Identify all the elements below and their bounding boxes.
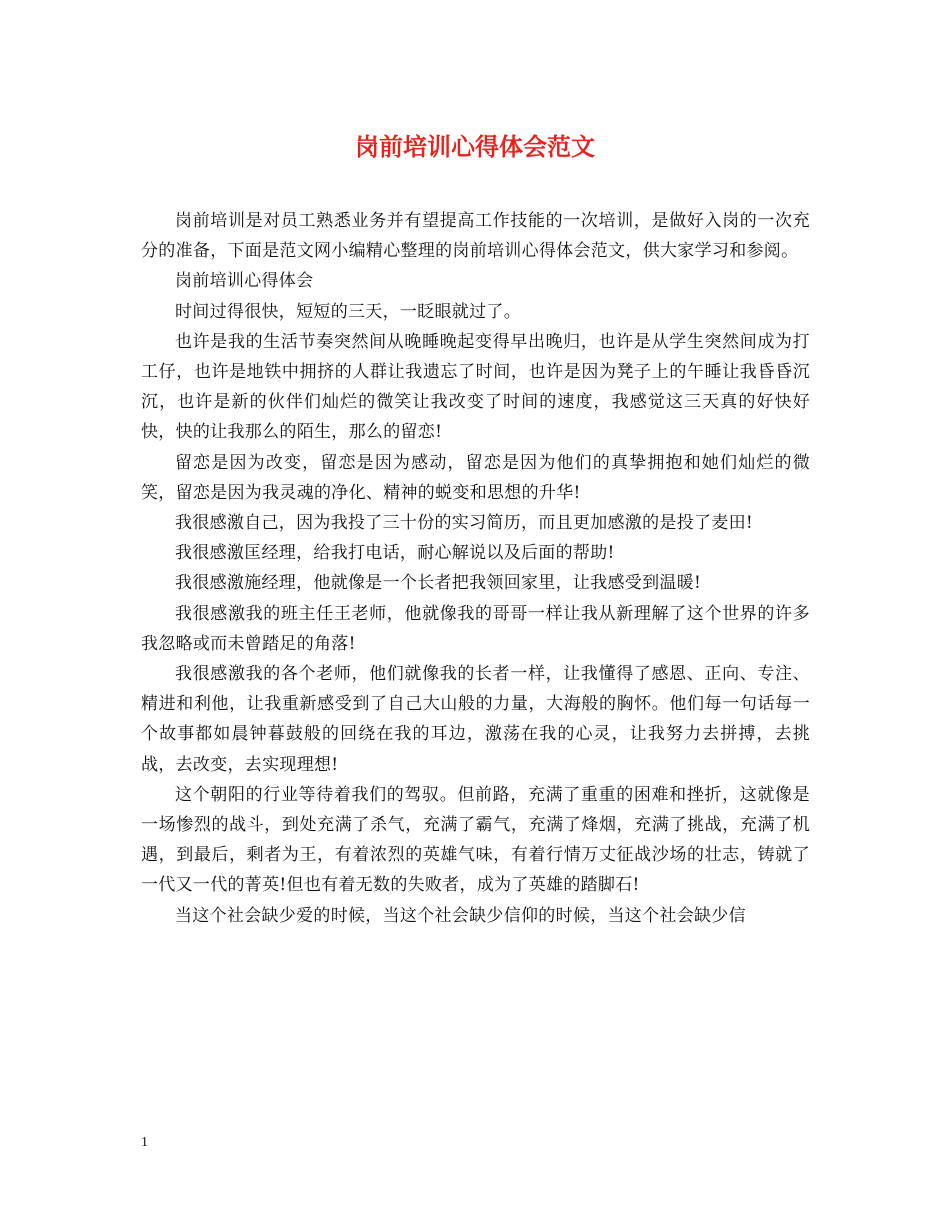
paragraph: 我很感激自己，因为我投了三十份的实习简历，而且更加感激的是投了麦田! — [175, 513, 754, 534]
document-title: 岗前培训心得体会范文 — [355, 132, 595, 161]
paragraph: 留恋是因为改变，留恋是因为感动，留恋是因为他们的真挚拥抱和她们灿烂的微笑，留恋是因为我灵魂的净化、精神的蜕变和思想的升华! — [141, 452, 810, 503]
paragraph: 也许是我的生活节奏突然间从晚睡晚起变得早出晚归，也许是从学生突然间成为打工仔，也许是地铁中拥挤的人群让我遗忘了时间，也许是因为凳子上的午睡让我昏昏沉沉，也许是新的伙伴们灿烂的微笑让我改变了时间的速度，我感觉这三天真的好快好快，快的让我那么的陌生，那么的留恋! — [141, 331, 810, 443]
paragraph-subheading: 岗前培训心得体会 — [175, 271, 314, 292]
paragraph: 这个朝阳的行业等待着我们的驾驭。但前路，充满了重重的困难和挫折，这就像是一场惨烈的战斗，到处充满了杀气，充满了霸气，充满了烽烟，充满了挑战，充满了机遇，到最后，剩者为王，有着浓烈的英雄气味，有着行情万丈征战沙场的壮志，铸就了一代又一代的菁英!但也有着无数的失败者，成为了英雄的踏脚石! — [141, 784, 810, 896]
paragraph: 我很感激我的各个老师，他们就像我的长者一样，让我懂得了感恩、正向、专注、精进和利他，让我重新感受到了自己大山般的力量，大海般的胸怀。他们每一句话每一个故事都如晨钟暮鼓般的回绕在我的耳边，激荡在我的心灵，让我努力去拼搏，去挑战，去改变，去实现理想! — [141, 664, 810, 775]
paragraph: 当这个社会缺少爱的时候，当这个社会缺少信仰的时候，当这个社会缺少信 — [175, 905, 746, 926]
paragraph: 我很感激施经理，他就像是一个长者把我领回家里，让我感受到温暖! — [175, 573, 702, 594]
paragraph: 我很感激匡经理，给我打电话，耐心解说以及后面的帮助! — [175, 543, 615, 564]
page-number: 1 — [141, 1135, 148, 1150]
paragraph: 时间过得很快，短短的三天，一眨眼就过了。 — [175, 301, 521, 322]
document-body — [141, 206, 810, 931]
paragraph: 我很感激我的班主任王老师，他就像我的哥哥一样让我从新理解了这个世界的许多我忽略或而未曾踏足的角落! — [141, 603, 810, 654]
paragraph-intro: 岗前培训是对员工熟悉业务并有望提高工作技能的一次培训，是做好入岗的一次充分的准备，下面是范文网小编精心整理的岗前培训心得体会范文，供大家学习和参阅。 — [141, 211, 810, 262]
